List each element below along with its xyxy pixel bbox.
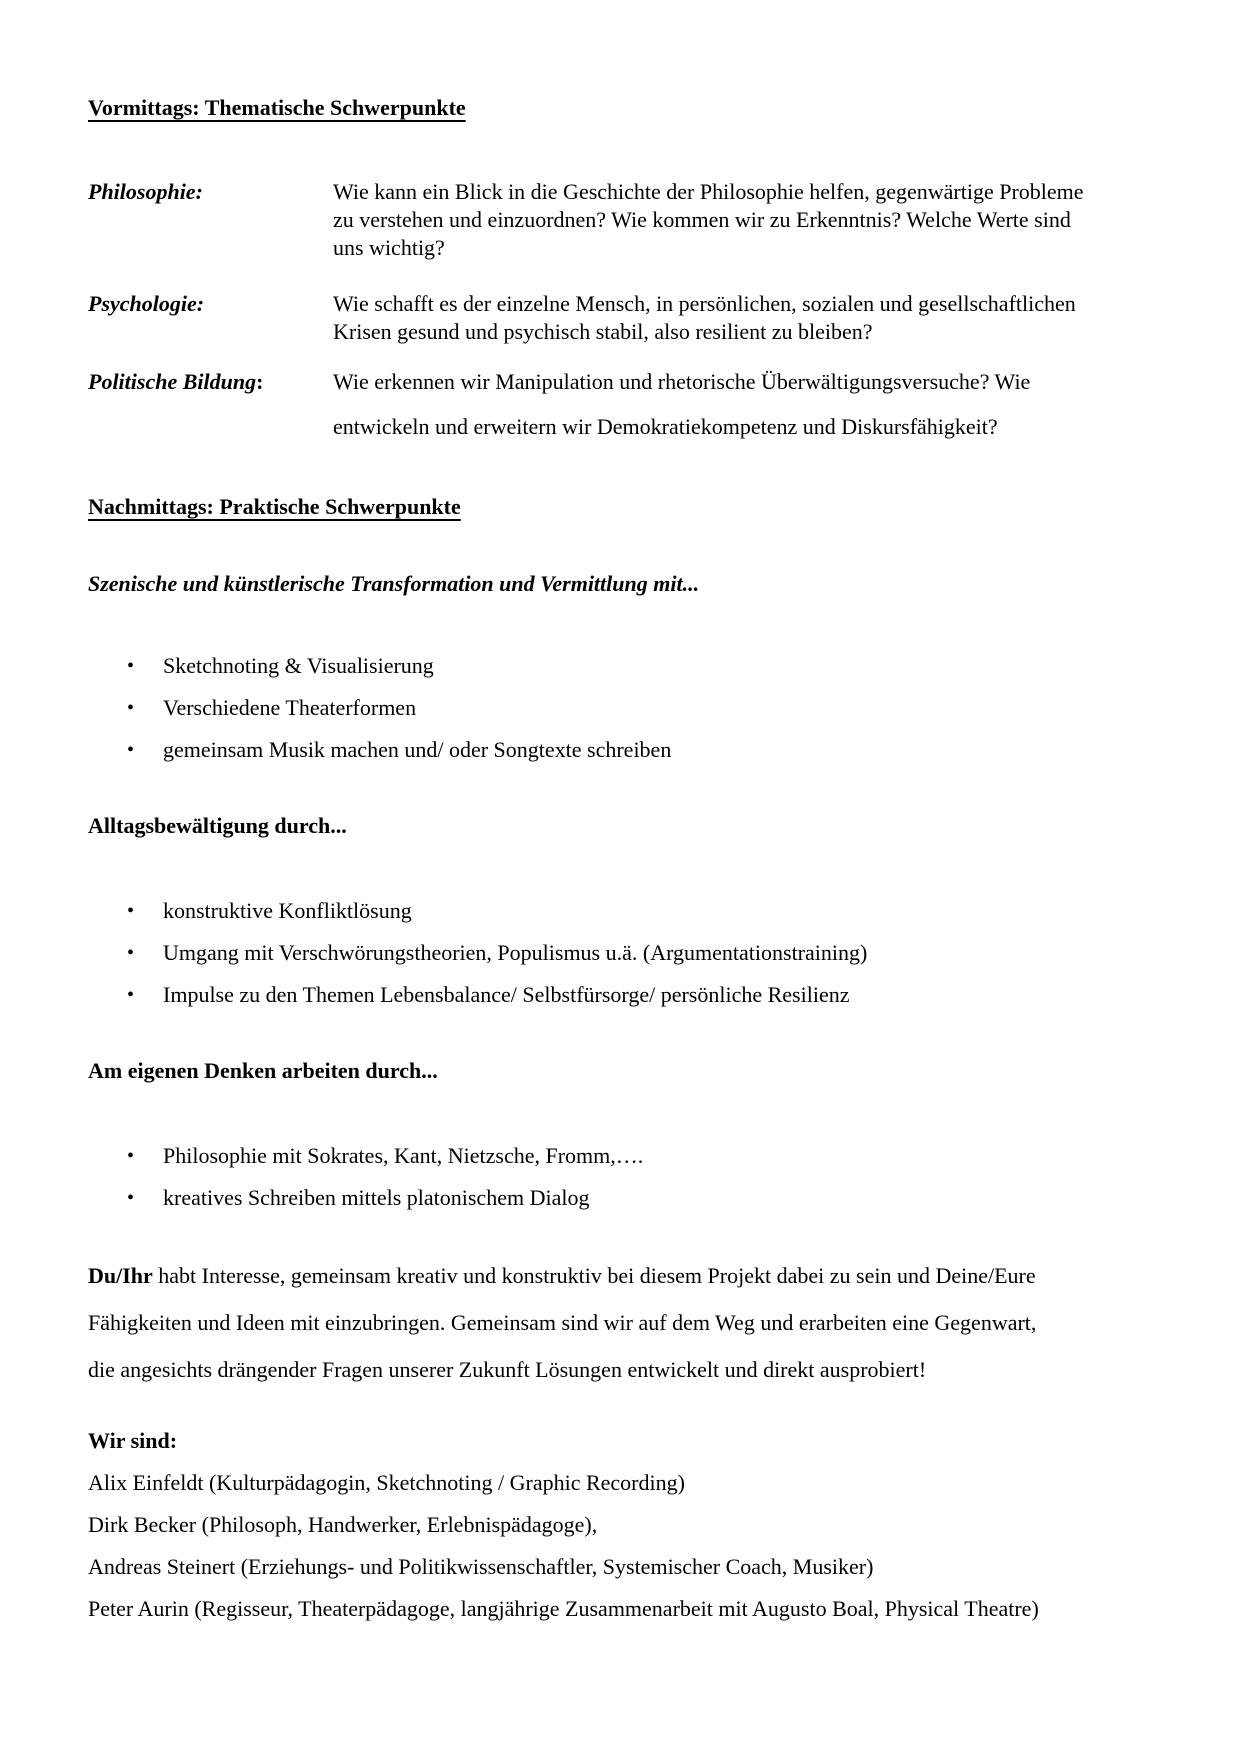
- topic-row-psychologie: [88, 290, 1170, 346]
- text-line: die angesichts drängender Fragen unserer Zukunft Lösungen entwickelt und direkt ausprobiert!: [88, 1357, 927, 1382]
- topic-label-psychologie: Psychologie:: [88, 291, 205, 316]
- text-line: entwickeln und erweitern wir Demokratiekompetenz und Diskursfähigkeit?: [333, 414, 998, 439]
- bullet-list-transformation: [88, 652, 1170, 764]
- list-item-text: Verschiedene Theaterformen: [163, 695, 417, 720]
- topic-text-philosophie: [333, 178, 1084, 262]
- invitation-paragraph: [88, 1252, 1170, 1393]
- bullet-icon: •: [127, 739, 135, 761]
- list-item: [127, 981, 1170, 1009]
- list-item-text: Philosophie mit Sokrates, Kant, Nietzsche, Fromm,….: [163, 1143, 644, 1168]
- team-heading: Wir sind:: [88, 1428, 178, 1453]
- list-item: [127, 652, 1170, 680]
- group-heading-transformation: Szenische und künstlerische Transformation und Vermittlung mit...: [88, 571, 700, 596]
- text-line: zu verstehen und einzuordnen? Wie kommen wir zu Erkenntnis? Welche Werte sind: [333, 207, 1071, 232]
- topic-label-italic-part: Politische Bildung: [88, 369, 257, 394]
- group-heading-alltagsbewaeltigung: Alltagsbewältigung durch...: [88, 813, 347, 838]
- text-line: Fähigkeiten und Ideen mit einzubringen. Gemeinsam sind wir auf dem Weg und erarbeiten eine Gegenwart,: [88, 1310, 1037, 1335]
- topic-row-philosophie: [88, 178, 1170, 262]
- invitation-lead: Du/Ihr: [88, 1263, 153, 1288]
- topic-label-philosophie: Philosophie:: [88, 179, 203, 204]
- topic-row-politische-bildung: [88, 368, 1170, 441]
- bullet-icon: •: [127, 900, 135, 922]
- bullet-icon: •: [127, 1187, 135, 1209]
- topic-text-psychologie: [333, 290, 1076, 346]
- group-heading-eigenes-denken: Am eigenen Denken arbeiten durch...: [88, 1058, 438, 1083]
- list-item: [127, 694, 1170, 722]
- text-line: [88, 1252, 1170, 1299]
- afternoon-section-heading: Nachmittags: Praktische Schwerpunkte: [88, 494, 461, 519]
- bullet-icon: •: [127, 697, 135, 719]
- bullet-icon: •: [127, 655, 135, 677]
- list-item-text: gemeinsam Musik machen und/ oder Songtexte schreiben: [163, 737, 672, 762]
- bullet-list-alltagsbewaeltigung: [88, 897, 1170, 1009]
- list-item: [127, 1142, 1170, 1170]
- bullet-icon: •: [127, 1145, 135, 1167]
- bullet-list-eigenes-denken: [88, 1142, 1170, 1212]
- team-member: Dirk Becker (Philosoph, Handwerker, Erlebnispädagoge),: [88, 1512, 598, 1537]
- text-line: uns wichtig?: [333, 235, 445, 260]
- topic-label-politische-bildung: [88, 368, 333, 441]
- bullet-icon: •: [127, 942, 135, 964]
- text-line: Wie schafft es der einzelne Mensch, in persönlichen, sozialen und gesellschaftlichen: [333, 291, 1076, 316]
- list-item-text: Impulse zu den Themen Lebensbalance/ Selbstfürsorge/ persönliche Resilienz: [163, 982, 850, 1007]
- list-item-text: Umgang mit Verschwörungstheorien, Populismus u.ä. (Argumentationstraining): [163, 940, 868, 965]
- list-item: [127, 897, 1170, 925]
- text-line: Krisen gesund und psychisch stabil, also resilient zu bleiben?: [333, 319, 873, 344]
- list-item: [127, 1184, 1170, 1212]
- text-line: Wie erkennen wir Manipulation und rhetorische Überwältigungsversuche? Wie: [333, 369, 1031, 394]
- team-member: Peter Aurin (Regisseur, Theaterpädagoge, langjährige Zusammenarbeit mit Augusto Boal, Physical Theatre): [88, 1596, 1039, 1621]
- list-item: [127, 736, 1170, 764]
- list-item-text: kreatives Schreiben mittels platonischem Dialog: [163, 1185, 590, 1210]
- list-item-text: konstruktive Konfliktlösung: [163, 898, 412, 923]
- list-item-text: Sketchnoting & Visualisierung: [163, 653, 434, 678]
- team-member: Andreas Steinert (Erziehungs- und Politikwissenschaftler, Systemischer Coach, Musiker): [88, 1554, 874, 1579]
- invitation-line1-rest: habt Interesse, gemeinsam kreativ und konstruktiv bei diesem Projekt dabei zu sein und Deine/Eure: [152, 1263, 1036, 1288]
- list-item: [127, 939, 1170, 967]
- text-line: Wie kann ein Blick in die Geschichte der Philosophie helfen, gegenwärtige Probleme: [333, 179, 1084, 204]
- topic-label-colon: :: [256, 369, 264, 394]
- bullet-icon: •: [127, 984, 135, 1006]
- morning-section-heading: Vormittags: Thematische Schwerpunkte: [88, 95, 466, 120]
- topic-text-politische-bildung: [333, 368, 1030, 441]
- team-member: Alix Einfeldt (Kulturpädagogin, Sketchnoting / Graphic Recording): [88, 1470, 685, 1495]
